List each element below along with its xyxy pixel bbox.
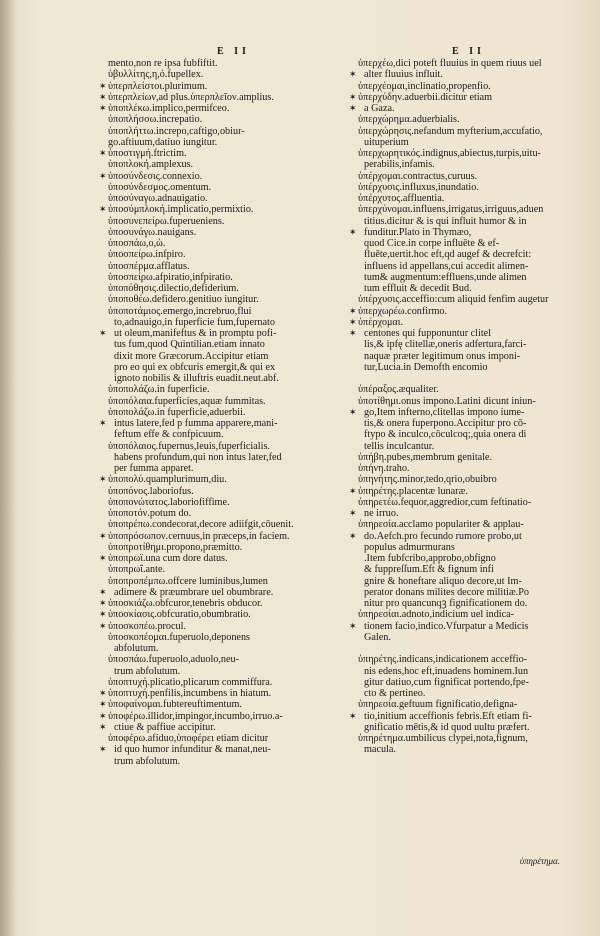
dictionary-line [108, 643, 348, 654]
dictionary-entry-text: dixit more Græcorum.Accipitur etiam [114, 350, 269, 362]
dictionary-entry-text: influens id appellans,cui accedit alimen- [364, 260, 529, 272]
dictionary-line [108, 227, 348, 238]
dictionary-line [108, 137, 348, 148]
dictionary-line [108, 486, 348, 497]
dictionary-entry-text: macula. [364, 744, 396, 756]
dictionary-line [349, 69, 594, 81]
asterisk-marker-icon: ✶ [99, 204, 107, 215]
dictionary-line [358, 114, 594, 125]
dictionary-entry-text: ὑποσπείρω.afpiratio,infpiratio. [108, 271, 233, 283]
asterisk-marker-icon: ✶ [99, 530, 107, 541]
asterisk-marker-icon: ✶ [349, 69, 357, 80]
dictionary-entry-text: ὑποπόθησις.dilectio,defiderium. [108, 283, 239, 294]
asterisk-marker-icon: ✶ [349, 710, 357, 721]
dictionary-line [99, 530, 348, 542]
dictionary-line [108, 126, 348, 137]
dictionary-entry-text: ὑπήνη.traho. [358, 463, 410, 474]
dictionary-line [108, 351, 348, 362]
dictionary-line [99, 688, 348, 699]
dictionary-line [108, 193, 348, 204]
dictionary-line [108, 384, 348, 395]
dictionary-entry-text: tellis inculcantur. [364, 440, 435, 452]
dictionary-entry-text: gnire & honeftare aliquo decore,ut Im- [364, 575, 522, 587]
dictionary-entry-text: centones qui fupponuntur clitel [364, 328, 492, 339]
dictionary-entry-text: ὑπήβη.pubes,membrum genitale. [358, 451, 493, 463]
asterisk-marker-icon: ✶ [99, 688, 107, 698]
dictionary-entry-text: ὑποσύνδεσις.connexio. [108, 170, 203, 182]
dictionary-entry-text: fluēte,uertit.hoc eft,qd augef & decrefcit: [364, 249, 532, 261]
dictionary-line [358, 519, 594, 530]
gutter-shadow [0, 0, 18, 936]
dictionary-line [358, 463, 594, 474]
dictionary-entry-text: cto & pertineo. [364, 688, 426, 699]
asterisk-marker-icon: ✶ [99, 418, 107, 428]
dictionary-line [358, 294, 594, 305]
dictionary-entry-text: ὑποσκοπέομαι.fuperuolo,deponens [108, 631, 251, 643]
dictionary-entry-text: ὑπέρχομαι.contractus,curuus. [358, 170, 478, 182]
dictionary-entry-text: ὑπηρεσία.acclamo populariter & applau- [358, 519, 524, 531]
dictionary-line [358, 384, 594, 395]
dictionary-entry-text: .Item fubfcribo,approbo,obfigno [364, 553, 496, 564]
dictionary-line [99, 80, 348, 92]
dictionary-line [358, 654, 594, 665]
dictionary-entry-text: ὑποσκίασις.obfcuratio,obumbratio. [108, 609, 251, 621]
dictionary-entry-text: ὑποσπείρω.infpiro. [108, 249, 186, 261]
dictionary-entry-text: ὑποποτόν.potum do. [108, 508, 192, 519]
dictionary-entry-text: ὑποπτυχή.plicatio,plicarum commiffura. [108, 676, 273, 688]
dictionary-line [349, 406, 594, 418]
asterisk-marker-icon: ✶ [349, 328, 357, 338]
dictionary-entry-text: ὑποπόλαιος.fupernus,leuis,fuperficialis. [108, 440, 270, 452]
dictionary-entry-text: ftypo & inculco,cōculcoq;,quia onera di [364, 429, 527, 441]
dictionary-entry-text: nitur pro quancunqꝫ fignificationem do. [364, 598, 528, 609]
dictionary-line [99, 103, 348, 114]
dictionary-line [108, 632, 348, 643]
dictionary-entry-text: alter fluuius influit. [364, 69, 443, 81]
dictionary-entry-text: ὑποπολύ.quamplurimum,diu. [108, 474, 227, 486]
dictionary-entry-text: ὑποπόνος.laboriofus. [108, 485, 194, 497]
asterisk-marker-icon: ✶ [99, 609, 107, 620]
dictionary-line [358, 699, 594, 710]
dictionary-line [99, 170, 348, 182]
dictionary-line [358, 744, 594, 755]
dictionary-entry-text: tionem facio,indico.Vfurpatur a Medicis [364, 620, 529, 632]
dictionary-line [349, 620, 594, 632]
asterisk-marker-icon: ✶ [99, 721, 107, 732]
dictionary-entry-text: ὑποπρόσωπον.cernuus,in præceps,in faciem. [108, 530, 290, 542]
dictionary-line [358, 632, 594, 643]
dictionary-entry-text: nis edens,hoc eft,inuadens hominem.Iun [364, 665, 529, 677]
dictionary-entry-text: ὑποφέρω.afiduo,ὑποφέρει etiam dicitur [108, 733, 269, 744]
dictionary-line [358, 182, 594, 193]
dictionary-line [108, 396, 348, 407]
dictionary-line [358, 351, 594, 362]
dictionary-line [358, 688, 594, 699]
dictionary-line [358, 643, 594, 654]
dictionary-entry-text: ὑποσπέρμα.afflatus. [108, 260, 190, 272]
dictionary-entry-text: ὑπερχώρησις.nefandum myfterium,accufatio, [358, 125, 543, 137]
dictionary-line [358, 542, 594, 553]
dictionary-line [358, 58, 594, 69]
dictionary-entry-text: ὑπηρετέω.fequor,aggredior,cum feftinatio- [358, 496, 532, 508]
catchword: ὑπηρέτημα. [519, 856, 560, 866]
dictionary-entry-text: ὑποσκιάζω.obfcuror,tenebris obducor. [108, 598, 263, 609]
dictionary-line [349, 530, 594, 542]
dictionary-entry-text: ὑπέρχυτος.affluentia. [358, 193, 445, 204]
dictionary-entry-text: id quo humor infunditur & manat,neu- [114, 744, 271, 756]
dictionary-line [349, 328, 594, 339]
dictionary-entry-text: ὑπέρχυσις.acceffio:cum aliquid fenfim augetur [358, 294, 549, 306]
dictionary-entry-text: trum abfolutum. [114, 665, 181, 677]
dictionary-entry-text: perabilis,infamis. [364, 159, 435, 171]
dictionary-line [108, 69, 348, 80]
dictionary-entry-text: ὑποσυνάγω.nauigans. [108, 226, 197, 238]
dictionary-line [108, 564, 348, 575]
dictionary-entry-text: tus fum,quod Quintilian.etiam innato [114, 339, 265, 351]
asterisk-marker-icon: ✶ [99, 328, 107, 338]
dictionary-line [358, 497, 594, 508]
dictionary-entry-text: perator donans milites decore militiæ.Po [364, 586, 529, 598]
dictionary-entry-text: ὑβυλλίτης,η,ὁ.fupellex. [108, 69, 204, 81]
dictionary-entry-text: ὑπερχέω,dici poteft fluuius in quem riuus uel [358, 58, 542, 69]
dictionary-line [108, 159, 348, 170]
asterisk-marker-icon: ✶ [99, 553, 107, 563]
asterisk-marker-icon: ✶ [349, 316, 357, 327]
dictionary-line [358, 587, 594, 598]
dictionary-entry-text: ὑπέρχυσις.influxus,inundatio. [358, 181, 479, 193]
dictionary-entry-text: ὑποπόλαια.fuperficies,aquæ fummitas. [108, 395, 266, 407]
dictionary-entry-text: ὑπηρέτημα.umbilicus clypei,nota,fignum, [358, 733, 528, 744]
dictionary-line [99, 699, 348, 711]
dictionary-line [358, 576, 594, 587]
dictionary-line [99, 586, 348, 598]
dictionary-line [99, 91, 348, 103]
dictionary-line [349, 508, 594, 519]
dictionary-entry-text: ὑποπρωϊ.una cum dore datus. [108, 553, 228, 564]
dictionary-line [358, 81, 594, 92]
dictionary-entry-text: habens profundum,qui non intus later,fed [114, 451, 282, 463]
dictionary-line [358, 564, 594, 575]
dictionary-line [108, 272, 348, 283]
dictionary-line [108, 666, 348, 677]
asterisk-marker-icon: ✶ [349, 305, 357, 316]
dictionary-line [358, 666, 594, 677]
dictionary-line [349, 103, 594, 114]
dictionary-line [358, 261, 594, 272]
dictionary-line [108, 306, 348, 317]
dictionary-entry-text: tur,Lucia.in Demofth encomio [364, 361, 488, 373]
dictionary-entry-text: tio,initium acceffionis febris.Eft etiam fi- [364, 710, 532, 722]
dictionary-entry-text: ὑποσύναγω.adnauigatio. [108, 193, 208, 204]
dictionary-entry-text: ὑπηρέτης.indicans,indicationem acceffio- [358, 654, 528, 666]
dictionary-line [358, 148, 594, 159]
dictionary-line [108, 362, 348, 373]
dictionary-line [358, 418, 594, 429]
dictionary-line [108, 429, 348, 440]
dictionary-line [108, 756, 348, 767]
dictionary-entry-text: ὑπερχωρητικός.indignus,abiectus,turpis,uitu- [358, 148, 541, 159]
dictionary-line [108, 238, 348, 249]
dictionary-line [108, 182, 348, 193]
dictionary-entry-text: titius.dicitur & is qui influit humor & in [364, 215, 527, 227]
dictionary-line [358, 598, 594, 609]
dictionary-line [358, 733, 594, 744]
dictionary-line [358, 216, 594, 227]
dictionary-line [108, 508, 348, 519]
asterisk-marker-icon: ✶ [99, 586, 107, 597]
dictionary-entry-text: ὑπέραξος.æqualiter. [358, 384, 439, 396]
dictionary-line [358, 272, 594, 283]
dictionary-line [99, 553, 348, 564]
dictionary-line [108, 283, 348, 294]
dictionary-line [108, 677, 348, 688]
asterisk-marker-icon: ✶ [99, 91, 107, 102]
dictionary-line [108, 542, 348, 553]
dictionary-entry-text: ὑποπροτίθημι.propono,præmitto. [108, 541, 243, 553]
dictionary-entry-text: ὑπερχύδην.aduerbii.dicitur etiam [358, 91, 493, 103]
dictionary-entry-text: ὑποσυνεπείρω.fuperueniens. [108, 215, 225, 227]
dictionary-line [99, 474, 348, 486]
dictionary-line [108, 58, 348, 69]
dictionary-line [108, 249, 348, 260]
dictionary-line [349, 485, 594, 497]
dictionary-line [108, 463, 348, 474]
dictionary-entry-text: ὑποπολάζω.in fuperficie,aduerbii. [108, 406, 246, 418]
dictionary-entry-text: go.aftiuum,datiuo iungitur. [108, 136, 218, 148]
dictionary-entry-text: gitur datiuo,cum fignificat portendo,fpe- [364, 676, 529, 688]
dictionary-entry-text: mento,non re ipsa fubfiftit. [108, 58, 218, 69]
dictionary-line [358, 238, 594, 249]
signature-mark-right: E II [452, 46, 485, 57]
asterisk-marker-icon: ✶ [349, 91, 357, 102]
dictionary-line [99, 721, 348, 733]
dictionary-line [99, 204, 348, 216]
dictionary-line [358, 193, 594, 204]
dictionary-line [108, 339, 348, 350]
dictionary-entry-text: ὑποτίθημι.onus impono.Latini dicunt iniun- [358, 395, 536, 407]
dictionary-line [349, 91, 594, 103]
dictionary-entry-text: ὑπερχωρέω.confirmo. [358, 305, 448, 317]
asterisk-marker-icon: ✶ [99, 103, 107, 113]
dictionary-entry-text: trum abfolutum. [114, 755, 181, 767]
dictionary-line [108, 261, 348, 272]
asterisk-marker-icon: ✶ [349, 406, 357, 417]
right-column [349, 58, 594, 756]
dictionary-line [99, 620, 348, 632]
dictionary-line [108, 317, 348, 328]
dictionary-entry-text: tum effluit & decedit Bud. [364, 283, 472, 294]
dictionary-line [108, 407, 348, 418]
dictionary-entry-text: ὑποπολάζω.in fuperficie. [108, 384, 210, 396]
dictionary-entry-text: intus latere,fed p fumma apparere,mani- [114, 418, 278, 429]
dictionary-entry-text: ὑποπροπέμπω.offcere luminibus,lumen [108, 575, 268, 587]
dictionary-entry-text: ignoto nobilis & illuftris euadit.neut.abf. [114, 373, 279, 384]
dictionary-line [99, 418, 348, 429]
dictionary-line [99, 598, 348, 609]
asterisk-marker-icon: ✶ [349, 620, 357, 631]
dictionary-line [358, 452, 594, 463]
dictionary-line [108, 294, 348, 305]
dictionary-entry-text: ὑπηνήτης.minor,tedo,qrio,obuibro [358, 474, 497, 486]
asterisk-marker-icon: ✶ [99, 699, 107, 710]
left-column [99, 58, 348, 767]
dictionary-entry-text: do.Aefch.pro fecundo rumore probo,ut [364, 530, 522, 542]
asterisk-marker-icon: ✶ [349, 485, 357, 496]
dictionary-entry-text: ὑποπλέκω.implico,permifceo. [108, 103, 230, 114]
dictionary-line [358, 609, 594, 620]
dictionary-line [358, 373, 594, 384]
dictionary-line [108, 733, 348, 744]
dictionary-line [99, 710, 348, 722]
dictionary-line [108, 441, 348, 452]
dictionary-line [108, 216, 348, 227]
dictionary-entry-text: ne irruo. [364, 508, 399, 519]
dictionary-line [108, 519, 348, 530]
dictionary-entry-text: ὑποπλοκή.amplexus. [108, 159, 194, 171]
dictionary-entry-text: funditur.Plato in Thymæo, [364, 226, 472, 238]
dictionary-entry-text: ὑποποθέω.defidero.genitiuo iungitur. [108, 294, 259, 306]
dictionary-entry-text: ὑποφαίνομαι.fubtereuftimentum. [108, 699, 242, 711]
dictionary-entry-text: ὑποπονώτατος.laboriofiffime. [108, 496, 230, 508]
dictionary-entry-text: ὑπερχώρημα.aduerbialis. [358, 114, 460, 126]
dictionary-entry-text: a Gaza. [364, 103, 395, 114]
dictionary-line [358, 362, 594, 373]
dictionary-line [349, 316, 594, 328]
dictionary-line [108, 452, 348, 463]
dictionary-entry-text: abfolutum. [114, 643, 159, 654]
dictionary-line [108, 114, 348, 125]
dictionary-entry-text: feftum effe & confpicuum. [114, 429, 224, 441]
dictionary-entry-text: tum& augmentum:effluens,unde alimen [364, 271, 527, 283]
dictionary-entry-text: ὑπηρέτης.placentæ lunaræ. [358, 485, 468, 497]
dictionary-entry-text: populus admurmurans [364, 541, 455, 553]
dictionary-entry-text: pro eo qui ex obfcuris emergit,& qui ex [114, 361, 276, 373]
dictionary-line [349, 226, 594, 238]
dictionary-entry-text: ὑποστιγμή.ftrictim. [108, 148, 187, 159]
dictionary-entry-text: ὑποφέρω.illidor,impingor,incumbo,irruo.a- [108, 710, 283, 722]
dictionary-line [358, 339, 594, 350]
dictionary-entry-text: uituperium [364, 136, 409, 148]
asterisk-marker-icon: ✶ [99, 620, 107, 631]
dictionary-line [358, 126, 594, 137]
dictionary-entry-text: ὑποσπάω.fuperuolo,aduolo,neu- [108, 654, 240, 666]
dictionary-entry-text: ὑποπρωΐ.ante. [108, 564, 166, 576]
dictionary-entry-text: ὑποσύμπλοκή.implicatio,permixtio. [108, 204, 254, 216]
dictionary-entry-text: quod Cice.in corpe influēte & ef- [364, 238, 500, 249]
dictionary-line [358, 171, 594, 182]
signature-mark-left: E II [217, 46, 250, 57]
dictionary-entry-text: ὑπερχύνομαι.influens,irrigatus,irriguus,aduen [358, 204, 544, 216]
dictionary-line [108, 373, 348, 384]
asterisk-marker-icon: ✶ [99, 744, 107, 755]
dictionary-entry-text: ὑποσπάω,ο,ὡ. [108, 238, 166, 249]
dictionary-entry-text: ὑποσκοπέω.procul. [108, 620, 187, 632]
dictionary-entry-text: naquæ præter legitimum onus imponi- [364, 350, 521, 362]
asterisk-marker-icon: ✶ [99, 598, 107, 608]
dictionary-entry-text: go,Item infterno,clitellas impono iume- [364, 406, 525, 418]
dictionary-line [358, 137, 594, 148]
dictionary-line [358, 204, 594, 215]
dictionary-line [358, 159, 594, 170]
dictionary-entry-text: to,adnauigo,in fuperficie fum,fupernato [114, 316, 275, 328]
dictionary-entry-text: ut oleum,manifeftus & in promptu pofi- [114, 328, 277, 339]
dictionary-line [358, 283, 594, 294]
dictionary-line [358, 474, 594, 485]
dictionary-entry-text: ὑποπλήσσω.increpatio. [108, 114, 203, 126]
dictionary-line [99, 328, 348, 339]
dictionary-line [99, 148, 348, 159]
dictionary-entry-text: gnificatio mētis,& id quod uultu præfert. [364, 721, 530, 733]
dictionary-line [349, 710, 594, 722]
dictionary-entry-text: ὑποπτυχή.penfilis,incumbens in hiatum. [108, 688, 272, 699]
dictionary-line [99, 609, 348, 621]
dictionary-entry-text: ὑπέρχομαι. [358, 316, 404, 328]
dictionary-entry-text: lis,& ipfę clitellæ,oneris adfertura,farci- [364, 339, 527, 351]
asterisk-marker-icon: ✶ [99, 148, 107, 158]
dictionary-line [358, 396, 594, 407]
dictionary-line [358, 429, 594, 440]
dictionary-line [358, 441, 594, 452]
asterisk-marker-icon: ✶ [99, 80, 107, 91]
dictionary-entry-text: ὑποπρέπω.condecorat,decore adiifgit,cōuenit. [108, 519, 294, 531]
dictionary-line [108, 576, 348, 587]
asterisk-marker-icon: ✶ [349, 226, 357, 237]
dictionary-entry-text: tis,& onera fuperpono.Accipitur pro cō- [364, 418, 527, 429]
dictionary-entry-text: & fuppreſſum.Eft & fignum infi [364, 564, 494, 576]
asterisk-marker-icon: ✶ [349, 508, 357, 518]
dictionary-entry-text: Galen. [364, 631, 391, 643]
dictionary-entry-text: ὑπερχέομαι,inclinatio,propenfio. [358, 80, 491, 92]
dictionary-line [358, 249, 594, 260]
dictionary-entry-text: ὑπερπλείστοι.plurimum. [108, 80, 208, 92]
dictionary-entry-text: ὑπηρεσία.geftuum fignificatio,defigna- [358, 699, 518, 711]
asterisk-marker-icon: ✶ [349, 530, 357, 541]
dictionary-line [349, 305, 594, 317]
dictionary-entry-text: ctiue & paffiue accipitur. [114, 721, 216, 733]
asterisk-marker-icon: ✶ [99, 474, 107, 485]
dictionary-line [108, 497, 348, 508]
dictionary-entry-text: per fumma apparet. [114, 463, 194, 474]
asterisk-marker-icon: ✶ [349, 103, 357, 113]
dictionary-entry-text: adimere & præumbrare uel obumbrare. [114, 586, 274, 598]
asterisk-marker-icon: ✶ [99, 710, 107, 721]
asterisk-marker-icon: ✶ [99, 170, 107, 181]
dictionary-line [99, 744, 348, 756]
dictionary-entry-text: ὑπηρεσίαι.adnoto,indicium uel indica- [358, 609, 515, 621]
dictionary-entry-text: ὑπερπλείων,ad plus.ὑπερπλεῖον.amplius. [108, 91, 274, 103]
dictionary-line [358, 722, 594, 733]
dictionary-entry-text: ὑποπλήττω.increpo,caftigo,obiur- [108, 125, 245, 137]
dictionary-line [108, 654, 348, 665]
dictionary-line [358, 553, 594, 564]
dictionary-entry-text: ὑποσύνδεσμος.omentum. [108, 181, 212, 193]
dictionary-line [358, 677, 594, 688]
dictionary-entry-text: ὑποποτάμιος.emergo,increbruo,flui [108, 305, 252, 317]
